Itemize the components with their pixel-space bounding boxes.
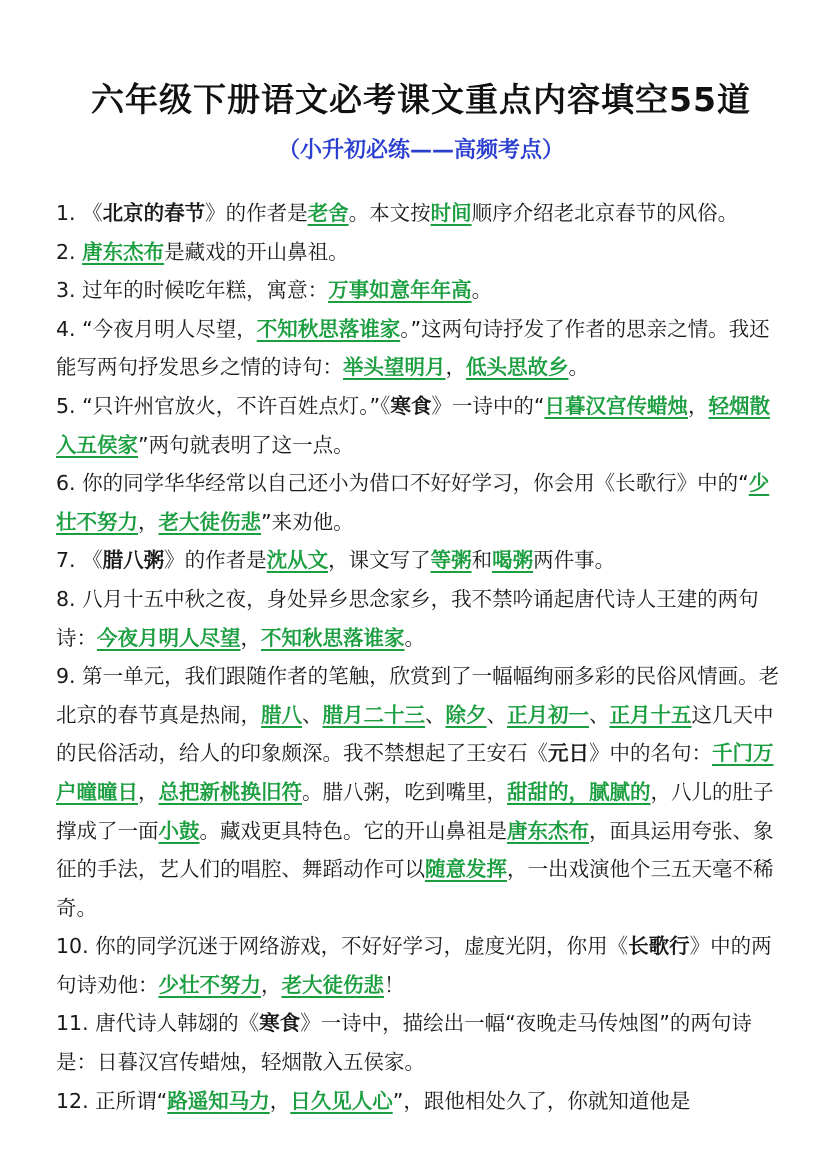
bold-title-text: 腊八粥: [102, 548, 165, 573]
question-text: ，面具运用夸张、象征的手法，艺人们的唱腔、舞蹈动作可以: [56, 818, 774, 882]
answer-text: 万事如意年年高: [328, 278, 472, 303]
answer-text: 老舍: [307, 201, 349, 225]
answer-text: 除夕: [445, 702, 487, 727]
question-text: ”两句就表明了这一点。: [138, 432, 354, 457]
question-text: 1. 《: [56, 201, 103, 225]
question-text: ，: [269, 1088, 291, 1113]
question-text: 、: [486, 702, 507, 727]
question-text: 。: [404, 625, 425, 650]
question-text: 7. 《: [56, 548, 103, 573]
answer-text: 等粥: [430, 548, 472, 573]
question-text: 9. 第一单元，我们跟随作者的笔触，欣赏到了一幅幅绚丽多彩的民俗风情画。老北京的春节真是热闹，: [56, 664, 780, 727]
question-item: [56, 464, 786, 541]
question-text: 》一诗中，描绘出一幅“夜晚走马传烛图”的两句诗是：日暮汉宫传蜡烛，轻烟散入五侯家。: [56, 1011, 752, 1075]
question-text: ！: [384, 972, 405, 997]
answer-text: 时间: [430, 201, 472, 225]
question-text: 12. 正所谓“: [56, 1088, 168, 1113]
question-text: 4. “今夜月明人尽望，: [56, 316, 257, 341]
question-text: 。腊八粥，吃到嘴里，: [302, 779, 507, 804]
answer-text: 日暮汉宫传蜡烛: [544, 393, 688, 418]
question-text: 11. 唐代诗人韩翃的《: [56, 1011, 260, 1036]
question-text: ，: [687, 393, 709, 418]
answer-text: 腊月二十三: [322, 702, 425, 727]
answer-text: 举头望明月: [343, 355, 446, 380]
question-text: 是藏戏的开山鼻祖。: [164, 239, 349, 264]
answer-text: 千门万户曈曈日: [56, 741, 774, 804]
question-text: 和: [471, 548, 493, 573]
answer-text: 不知秋思落谁家: [256, 316, 401, 341]
bold-title-text: 寒食: [390, 393, 432, 418]
answer-text: 随意发挥: [425, 857, 507, 882]
answer-text: 少壮不努力: [56, 471, 770, 534]
answer-text: 不知秋思落谁家: [261, 625, 405, 650]
question-text: 这几天中的民俗活动，给人的印象颇深。我不禁想起了王安石《: [56, 702, 774, 766]
answer-text: 总把新桃换旧符: [158, 779, 302, 804]
question-item: [56, 1004, 786, 1081]
answer-text: 低头思故乡: [466, 355, 569, 380]
question-text: 两件事。: [533, 548, 616, 573]
bold-title-text: 北京的春节: [102, 201, 206, 225]
question-item: [56, 310, 786, 387]
question-text: 》的作者是: [164, 548, 267, 573]
question-text: ，: [138, 509, 159, 534]
question-text: ”，跟他相处久了，你就知道他是: [392, 1088, 691, 1113]
answer-text: 轻烟散入五侯家: [56, 393, 770, 457]
question-text: ，一出戏演他个三五天毫不稀奇。: [56, 857, 774, 920]
bold-title-text: 元日: [548, 741, 589, 766]
bold-title-text: 长歌行: [628, 934, 690, 959]
question-text: 3. 过年的时候吃年糕，寓意：: [56, 278, 329, 303]
question-item: [56, 927, 786, 1004]
question-text: ”来劝他。: [261, 509, 354, 534]
question-item: [56, 1082, 786, 1121]
question-text: 》的作者是: [205, 201, 308, 225]
question-item: [56, 541, 786, 580]
answer-text: 日久见人心: [290, 1088, 393, 1113]
question-text: 8. 八月十五中秋之夜，身处异乡思念家乡，我不禁吟诵起唐代诗人王建的两句诗：: [56, 586, 759, 650]
question-text: 。: [471, 278, 493, 303]
question-text: 。”这两句诗抒发了作者的思亲之情。我还能写两句抒发思乡之情的诗句：: [56, 316, 770, 380]
question-item: [56, 271, 786, 310]
answer-text: 老大徒伤悲: [281, 972, 384, 997]
question-text: 。本文按: [348, 201, 431, 225]
question-text: 2.: [56, 239, 83, 264]
answer-text: 老大徒伤悲: [158, 509, 261, 534]
question-item: [56, 194, 786, 233]
answer-text: 唐东杰布: [507, 818, 589, 843]
answer-text: 路遥知马力: [167, 1088, 270, 1113]
question-text: 》一诗中的“: [431, 393, 545, 418]
question-text: 》中的两句诗劝他：: [56, 934, 772, 997]
answer-text: 甜甜的，腻腻的: [507, 779, 651, 804]
answer-text: 正月初一: [507, 702, 589, 727]
question-item: [56, 580, 786, 657]
answer-text: 唐东杰布: [82, 239, 165, 264]
question-text: ，: [445, 355, 466, 380]
question-text: ，课文写了: [328, 548, 431, 573]
answer-text: 沈从文: [266, 548, 329, 573]
question-item: [56, 657, 786, 927]
question-text: ，: [240, 625, 261, 650]
question-text: ，八儿的肚子撑成了一面: [56, 779, 774, 843]
question-text: 、: [302, 702, 323, 727]
page-title: 六年级下册语文必考课文重点内容填空55道: [91, 80, 751, 119]
bold-title-text: 寒食: [259, 1011, 301, 1036]
answer-text: 正月十五: [609, 702, 692, 727]
answer-text: 喝粥: [492, 548, 534, 573]
question-text: 。藏戏更具特色。它的开山鼻祖是: [199, 818, 507, 843]
question-text: 10. 你的同学沉迷于网络游戏，不好好学习，虚度光阴，你用《: [56, 934, 629, 959]
answer-text: 小鼓: [158, 818, 200, 843]
question-text: 。: [568, 355, 589, 380]
question-text: 、: [425, 702, 446, 727]
question-text: ，: [261, 972, 282, 997]
question-list: [56, 194, 786, 1120]
question-text: 5. “只许州官放火，不许百姓点灯。”《: [56, 393, 391, 418]
question-item: [56, 233, 786, 272]
question-text: ，: [138, 779, 159, 804]
question-text: 、: [589, 702, 610, 727]
page-subtitle: （小升初必练——高频考点）: [277, 138, 564, 163]
question-item: [56, 387, 786, 464]
question-text: 6. 你的同学华华经常以自己还小为借口不好好学习，你会用《长歌行》中的“: [56, 471, 749, 496]
answer-text: 腊八: [261, 702, 302, 727]
answer-text: 今夜月明人尽望: [97, 625, 241, 650]
answer-text: 少壮不努力: [158, 972, 261, 997]
question-text: 顺序介绍老北京春节的风俗。: [471, 201, 739, 225]
question-text: 》中的名句：: [589, 741, 712, 766]
